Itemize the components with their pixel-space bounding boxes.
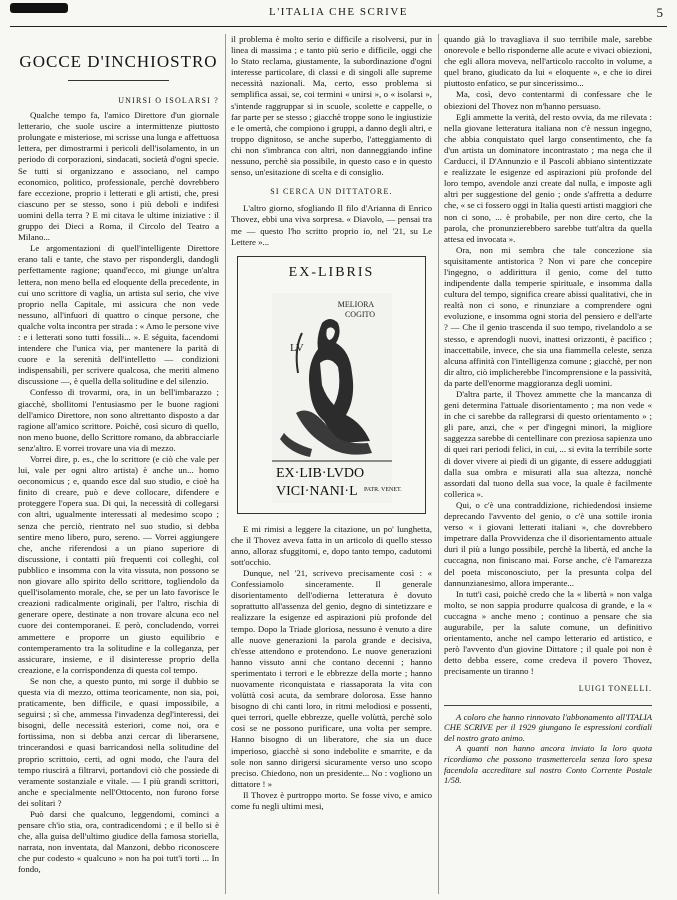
author-signature: LUIGI TONELLI. — [578, 684, 652, 694]
paragraph: Ma, così, devo contentarmi di confessare che le obiezioni del Thovez non m'hanno persuaso. — [444, 89, 652, 111]
paragraph: Vorrei dire, p. es., che lo scrittore (e ciò che vale per lui, vale per ogni altro artista) è anche un... homo oeconomicus ; e, quando esce dal suo studio, e cioè ha finito di creare, può e deve collocare, difendere e proteggere l'opera sua. Di qui, la necessità di collegarsi con altri, ugualmente interessati al medesimo scopo ; senza che perciò, rientrato nel suo studio, si debba sentire meno libero, puro, sereno. — Vorrei aggiungere che, anche riferendosi a un piano superiore di discussione, i contatti più frequenti coi colleghi, col pubblico e insomma con la vita vissuta, non possono se non giovare allo spirito dello scrittore, togliendolo da quell'isolamento morale, che, se per un lato favorisce le creazioni radicalmente originali, per l'altro, rischia di generare opere, destinate a non trovare alcuna eco nel cuore dei contemporanei. E però, concludendo, vorrei ammettere e proporre un giusto equilibrio e contemperamento tra la solitudine e la colleganza, per assicurare, insieme, e il disinteresse proprio della creazione, e la corrispondenza di questa col tempo. — [18, 454, 219, 675]
motto-line-1: MELIORA — [337, 299, 375, 309]
ex-libris-heading: EX-LIBRIS — [288, 264, 375, 280]
notice-paragraph: A quanti non hanno ancora inviato la loro quota ricordiamo che possono trasmettercela senza loro spesa facendola accreditare sul nostro Conto Corrente Postale 1/58. — [444, 743, 652, 786]
paragraph: Qui, o c'è una contraddizione, richiedendosi insieme deprecando l'avvento del genio, o c'è una sottile ironia verso « i giovani letterati italiani », che dovrebbero impetrare dalla Provvidenza che il disorientamento attuale duri il più a lungo possibile, perchè la libertà, ed anche la cuccagna, non finiscano mai. Forse anche, c'è l'amarezza del poeta misconosciuto, per la presunta colpa del dannunzianesimo, allora imperante... — [444, 499, 652, 588]
paragraph: Egli ammette la verità, del resto ovvia, da me rilevata : nella giovane letteratura italiana non c'è nessun ingegno, che abbia conquistato quel largo consentimento, che fa d'un artista un dominatore incontrastato ; ma nega che il Carducci, il D'Annunzio e il Pascoli abbiano sintentizzate e realizzate le esigenze ed aspirazioni più profonde del loro tempo, avendole anzi create dal nulla, e imposte agli altri per suggestione del genio ; onde s'affretta a dedurre che, « se ci fossero oggi in Italia questi artisti maggiori che non ci sono, ... è probabile, per non dire certo, che la parola, che pronunzierebbero sarebbe tutt'altra da quella attesa ed invocata ». — [444, 111, 652, 244]
paragraph: il problema è molto serio e difficile a risolversi, pur in linea di massima ; e tanto più serio e difficile, oggi che lo Stato reclama, giustamente, la subordinazione d'ogni interesse particolare, di classi e di singoli alle supreme necessità nazionali. Ma, certo, esso problema si semplifica assai, se, coi termini « unirsi », o « isolarsi », s'intende raggruppar si in scuole, scolette e cappelle, o far parte per se stesso ; giacchè troppe sono le ingiustizie e le omertà, che compiono i gruppi, a danno degli altri, e troppo dignitoso, se anche superbo, l'atteggiamento di chi non s'imbranca con altri, non danneggiando infine nessuno, perchè sia possibile, in questo caso e in questo senso, un'esitazione di scelta e di consiglio. — [231, 34, 432, 178]
paragraph: Dunque, nel '21, scrivevo precisamente così : « Confessiamolo sinceramente. Il generale disorientamento dell'odierna letteratura è dovuto soprattutto all'assenza del genio, degno di sintetizzare e realizzare la esigenze ed aspirazioni più profonde del tempo. Dopo la Triade gloriosa, nessuno è venuto a dire alle nuove generazioni la parola grande e decisiva, ch'esse attendono e protendono. Le nuove generazioni hanno vissuto anni che contano decenni ; hanno sperimentato i terrori e le ebbrezze della morte ; hanno nuovamente riconquistata e riassaporata la vita con volùttà così acuta, da sembrare dolorosa. Esse hanno bisogno di chi canti loro, in ritmi melodiosi e possenti, quei terrori, quelle ebbrezze, quelle volùttà, perchè solo così se ne possono purificare, una volta per sempre. Hanno bisogno di un liberatore, che sia un duce imperioso, giacchè si sono indebolite e smarrite, e da sole non sanno dirigersi sicuramente verso uno scopo preciso. Chiedono, non un presidente... No : vogliono un dittatore ! » — [231, 568, 432, 789]
ex-libris-box — [237, 256, 426, 514]
paragraph: Se non che, a questo punto, mi sorge il dubbio se questa via di mezzo, ottima teoricamente, non sia, poi, praticamente, ben difficile, e quasi impossibile, a seguirsi ; sì che, ammessa l'invadenza degl'interessi, dei bisogni, delle necessità esteriori, come noi, ora e fortissima, non si debba anzi cercar di liberarsene, trincerandosi e quasi barricandosi nella solitudine del proprio scrittoio, certi, ad ogni modo, che l'aura del tempo riuscirà a filtrarvi, portandovi ciò che possiede di veramente sostanziale e vitale. — I più grandi scrittori, anche e specialmente nell'Ottocento, non furono forse dei solitari ? — [18, 675, 219, 808]
article-title: GOCCE D'INCHIOSTRO — [19, 52, 218, 71]
paragraph: Il Thovez è purtroppo morto. Se fosse vivo, e amico come fu negli ultimi mesi, — [231, 789, 432, 812]
ex-libris-monogram: LV — [290, 341, 304, 354]
inscription-side: PATR. VENET. — [364, 486, 402, 493]
paragraph: E mi rimisi a leggere la citazione, un po' lunghetta, che il Thovez aveva fatta in un articolo di quello stesso anno, alloraz sfuggitomi, e, dopo tanto tempo, cadutomi sott'occhio. — [231, 523, 432, 567]
title-divider — [68, 80, 169, 81]
column-2 — [231, 34, 432, 894]
column-divider — [225, 34, 226, 894]
paragraph: L'altro giorno, sfogliando Il filo d'Arianna di Enrico Thovez, ebbi una viva sorpresa. « Diavolo, — pensai tra me — questo l'ho scritto proprio io, nel '21, su Le Lettere »... — [231, 203, 432, 247]
column-divider — [438, 34, 439, 894]
notice-paragraph: A coloro che hanno rinnovato l'abbonamento all'ITALIA CHE SCRIVE per il 1929 giungano le espressioni cordiali del nostro grato animo. — [444, 711, 652, 743]
section-heading-dittatore: SI CERCA UN DITTATORE. — [270, 187, 393, 197]
notice-divider — [444, 705, 652, 706]
paragraph: D'altra parte, il Thovez ammette che la mancanza di geni determina l'attuale disorientamento ; ma non vede « in che ci sarebbe da rallegrarsi di questo orientamento » ; gli pare, anzi, che « per d'ingegni minori, la migliore saggezza sarebbe di centellinare con preziosa sapienza uno di quei rari periodi felici, in cui, ... si evita la terribile sorte di dover vivere ai piedi di un gigante, di essere adduggiati dalla sua ombra e misurati alla sua altezza, nonchè assordati dal tuono della sua voce, la quale è facilmente collerica ». — [444, 389, 652, 499]
subscription-notice — [444, 712, 652, 786]
magazine-title: L'ITALIA CHE SCRIVE — [269, 6, 408, 18]
column-1 — [18, 34, 219, 894]
paragraph: Ora, non mi sembra che tale concezione sia squisitamente antistorica ? Non vi pare che concepire l'ingegno, o addirittura il genio, come del tutto indipendente dalla temperie spirituale, e insomma dalla cultura del tempo, significa creare abissi qualitativi, che in realtà non ci sono, e rinunziare a comprendere ogni evoluzione, e insomma ogni storia del pensiero e dell'arte ? — Che il genio trascenda il suo tempo, rivelandolo a se stesso, e aprendogli nuovi, inattesi orizzonti, è pacifico ; inaccettabile, invece, che sia una fiammella celeste, senza alcuna affinità con l'intelligenza comune ; giacchè, per non dir altro, ciò implicherebbe l'incomprensione e la passività, da parte dell'enorme maggioranza degli uomini. — [444, 244, 653, 388]
paragraph: In tutt'i casi, poichè credo che la « libertà » non valga molto, se non sappia produrre qualcosa di grande, e la « cuccagna » anche meno ; continuo a pensare che sia augurabile, per la salute comune, un definitivo orientamento, anche nel campo letterario ed artistico, e però l'avvento d'un giovine Dittatore ; il quale poi non è detto debba essere, come credeva il povero Thovez, precisamente un tiranno ! — [444, 588, 652, 677]
page-number: 5 — [656, 5, 663, 20]
motto-line-2: COGITO — [344, 309, 376, 319]
section-heading-unirsi: UNIRSI O ISOLARSI ? — [118, 96, 219, 105]
paragraph: Confesso di trovarmi, ora, in un bell'imbarazzo ; giacchè, sbollitomi l'entusiasmo per le buone ragioni dell'amico Direttore, non sono altrettanto disposto a dar ragione all'amico scrittore. Poichè, così sicuro di quello, non meno buone, dello Scrittore romano, da abbracciarle senz'altro. E vorrei trovare una via di mezzo. — [18, 387, 219, 453]
page-header — [10, 0, 667, 27]
paragraph: Le argomentazioni di quell'intelligente Direttore erano tali e tante, che stavo per rispondergli, dandogli perfettamente ragione; quand'ecco, mi giunge un'altra lettera, non meno bella ed eloquente della precedente, in cui uno scrittore di vaglia, un artista sul serio, che vive proprio nella Capitale, mi assicura che non vede nessuno, all'infuori di quattro o cinque persone, che qualche volta incontra per strada : « Amo le persone vive : e i letterati sono tutti fossili... ». E séguita, facendomi intendere che l'unica via, per mantenere la parità di cuore e la serenità dell'intelletto — condizioni indispensabili, per scrivere qualcosa, che meriti almeno discussione —, è quella della solitudine e del silenzio. — [18, 243, 219, 387]
inscription-line-1: EX·LIB·LVDO — [276, 465, 365, 481]
paragraph: Può darsi che qualcuno, leggendomi, cominci a pensare ch'io stia, ora, contradicendomi ; e il bello si è che, alla guisa dell'ultimo giudice della famosa storiella, narrata, non inventata, dal Manzoni, debbo riconoscere che pur codesto « qualcuno » non ha poi tutt'i torti ... In fondo, — [18, 809, 219, 875]
ex-libris-illustration — [272, 293, 402, 503]
inscription-line-2: VICI·NANI·L — [276, 483, 358, 499]
column-3 — [444, 34, 652, 894]
paragraph: quando già lo travagliava il suo terribile male, sarebbe onorevole e bello risponderne alle acute e vivaci obiezioni, che egli allora moveva, nell'articolo raccolto in volume, a quel brano, giudicato da lui « eloquente », e che io direi piuttosto enfatico, se pur sincerissimo... — [444, 34, 652, 89]
paragraph: Qualche tempo fa, l'amico Direttore d'un giornale letterario, che suole uscire a intermittenze piuttosto prolungate e misteriose, mi scrisse una lunga e affettuosa lettera, per dimostrarmi i pericoli dell'isolamento, in un periodo di corporazioni, sindacati, società d'ogni specie. Se tutti si organizzano e associano, nel campo economico, politico, professionale, perchè dovrebbero fare eccezione, proprio i letterati e gli artisti, che, presi ciascuno per se stesso, sono i più deboli e indifesi uomini della terra ? E mi citava le ultime iniziative : il gruppo dei Dieci a Roma, il Circolo del Teatro a Milano... — [18, 110, 219, 243]
